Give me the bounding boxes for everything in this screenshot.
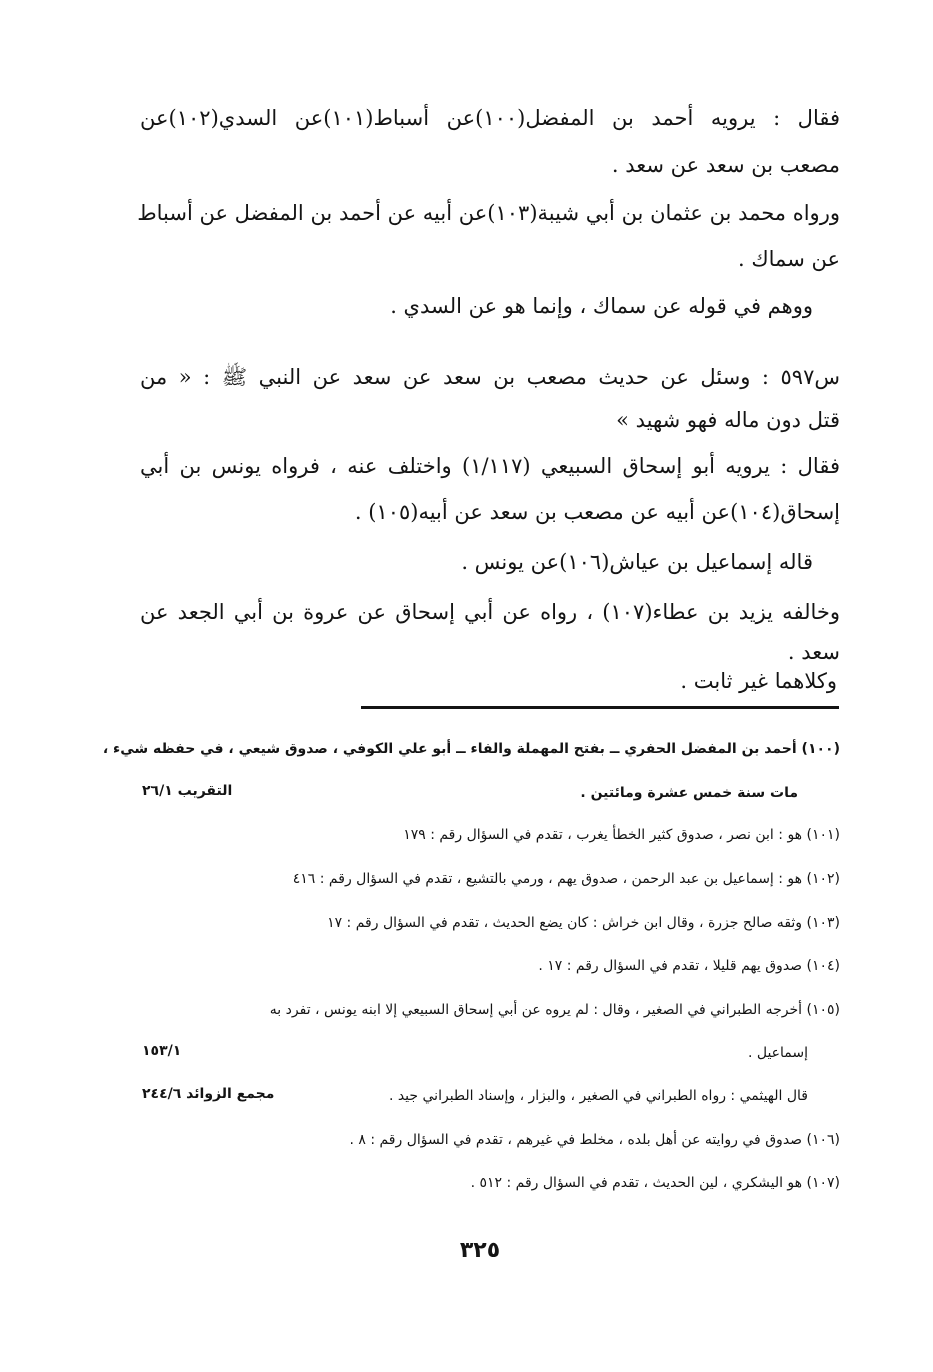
footnote-separator bbox=[361, 706, 839, 709]
main-text-line-9: إسحاق(١٠٤)عن أبيه عن مصعب بن سعد عن أبيه(١٠٥) . bbox=[354, 500, 840, 524]
footnote-103: (١٠٣) وثقه صالح جزرة ، وقال ابن خراش : كان يضع الحديث ، تقدم في السؤال رقم : ١٧ bbox=[327, 915, 840, 931]
footnote-100-reference: التقريب ٢٦/١ bbox=[142, 783, 233, 799]
footnote-101: (١٠١) هو : ابن نصر ، صدوق كثير الخطأ يغرب ، تقدم في السؤال رقم : ١٧٩ bbox=[403, 827, 840, 843]
footnote-106: (١٠٦) صدوق في روايته عن أهل بلده ، مخلط في غيرهم ، تقدم في السؤال رقم : ٨ . bbox=[349, 1132, 840, 1148]
main-text-line-4: عن سماك . bbox=[738, 247, 840, 271]
main-text-line-13: وكلاهما غير ثابت . bbox=[680, 669, 837, 693]
footnote-100-continued: مات سنة خمس عشرة ومائتين . bbox=[580, 785, 798, 801]
footnote-100: (١٠٠) أحمد بن المفضل الحفري ــ بفتح المهملة والفاء ــ أبو علي الكوفي ، صدوق شيعي ، في حفظه شيء ، bbox=[102, 741, 840, 757]
main-text-line-5: ووهم في قوله عن سماك ، وإنما هو عن السدي . bbox=[390, 294, 813, 318]
footnote-105-source: مجمع الزوائد ٢٤٤/٦ bbox=[142, 1086, 275, 1102]
footnote-105-note: قال الهيثمي : رواه الطبراني في الصغير ، والبزار ، وإسناد الطبراني جيد . bbox=[388, 1088, 808, 1104]
footnote-102: (١٠٢) هو : إسماعيل بن عبد الرحمن ، صدوق يهم ، ورمي بالتشيع ، تقدم في السؤال رقم : ٤١٦ bbox=[292, 871, 840, 887]
footnote-107: (١٠٧) هو اليشكري ، لين الحديث ، تقدم في السؤال رقم : ٥١٢ . bbox=[470, 1175, 840, 1191]
footnote-105-continued: إسماعيل . bbox=[747, 1045, 808, 1061]
main-text-line-11: وخالفه يزيد بن عطاء(١٠٧) ، رواه عن أبي إسحاق عن عروة بن أبي الجعد عن bbox=[140, 600, 840, 624]
main-text-line-12: سعد . bbox=[787, 640, 840, 664]
main-text-line-10: قاله إسماعيل بن عياش(١٠٦)عن يونس . bbox=[461, 550, 813, 574]
footnote-105: (١٠٥) أخرجه الطبراني في الصغير ، وقال : لم يروه عن أبي إسحاق السبيعي إلا ابنه يونس ، تفرد به bbox=[269, 1002, 840, 1018]
main-text-line-7: قتل دون ماله فهو شهيد » bbox=[616, 408, 840, 432]
footnote-105-reference: ١٥٣/١ bbox=[142, 1043, 182, 1059]
main-text-line-2: مصعب بن سعد عن سعد . bbox=[611, 153, 840, 177]
main-text-line-8: فقال : يرويه أبو إسحاق السبيعي (١/١١٧) واختلف عنه ، فرواه يونس بن أبي bbox=[140, 454, 840, 478]
main-text-line-1: فقال : يرويه أحمد بن المفضل(١٠٠)عن أسباط(١٠١)عن السدي(١٠٢)عن bbox=[140, 106, 841, 130]
page-number: ٣٢٥ bbox=[459, 1238, 501, 1263]
footnote-104: (١٠٤) صدوق يهم قليلا ، تقدم في السؤال رقم : ١٧ . bbox=[538, 958, 840, 974]
question-heading-line: س٥٩٧ : وسئل عن حديث مصعب بن سعد عن سعد عن النبي ﷺ : « من bbox=[140, 365, 840, 389]
main-text-line-3: ورواه محمد بن عثمان بن أبي شيبة(١٠٣)عن أبيه عن أحمد بن المفضل عن أسباط bbox=[137, 201, 840, 225]
